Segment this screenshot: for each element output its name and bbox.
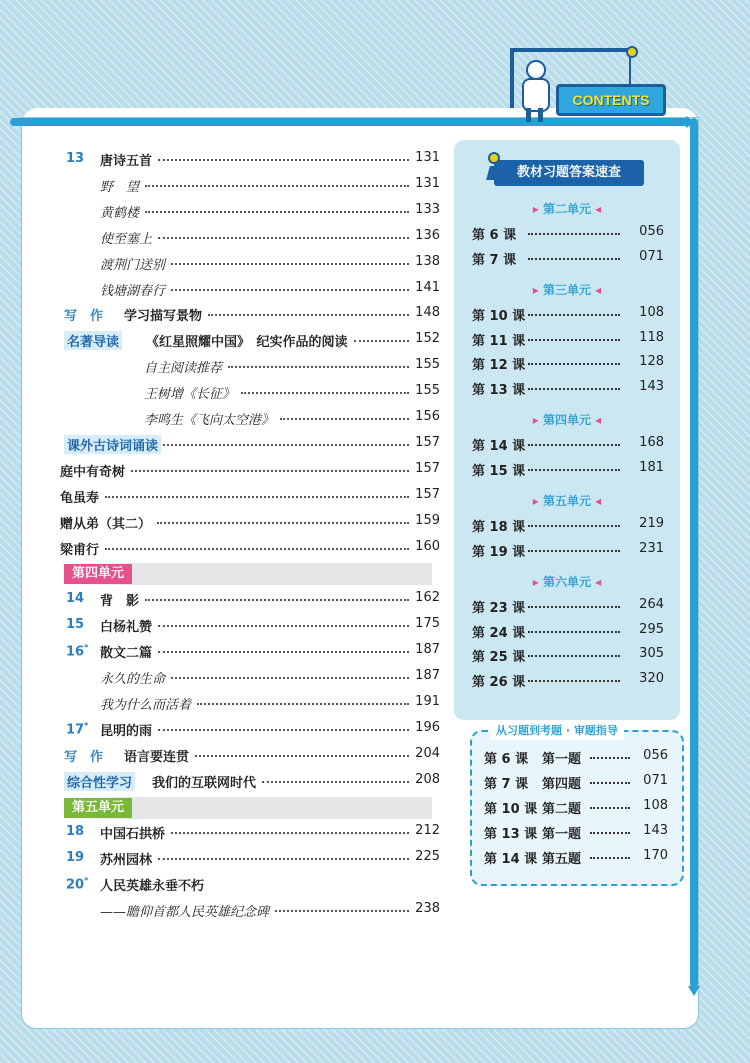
leader-dots: [158, 237, 409, 239]
guide-row[interactable]: [484, 746, 668, 768]
toc-title: 语言要连贯: [124, 746, 193, 765]
arrow-left-icon: ◂: [591, 283, 602, 297]
panel-title: 教材习题答案速查: [494, 160, 644, 186]
leader-dots: [241, 392, 409, 394]
question-label: 第一题: [542, 823, 584, 842]
answer-row[interactable]: [472, 620, 664, 642]
page-number: 157: [415, 435, 440, 450]
toc-row[interactable]: [60, 381, 440, 405]
page-number: 155: [415, 383, 440, 398]
toc-row[interactable]: [60, 821, 440, 845]
lesson-label: 第 6 课: [472, 224, 519, 243]
answer-row[interactable]: [472, 222, 664, 244]
arrow-right-icon: ▸: [532, 202, 543, 216]
page-number: 131: [415, 150, 440, 165]
page-number: 138: [415, 254, 440, 269]
toc-row[interactable]: [60, 847, 440, 871]
toc-title: 李鸣生《飞向太空港》: [144, 409, 278, 428]
lesson-number-value: 20: [66, 877, 85, 893]
page-number: 204: [415, 746, 440, 761]
answer-row[interactable]: [472, 433, 664, 455]
lesson-number: [66, 850, 84, 865]
leader-dots: [590, 807, 630, 809]
pencil-right-decoration: [690, 118, 698, 988]
leader-dots: [197, 703, 409, 705]
page-number: 208: [415, 772, 440, 787]
page-number: 264: [636, 597, 664, 612]
lesson-number: [66, 617, 84, 632]
lesson-number-value: 14: [66, 591, 85, 606]
arrow-right-icon: ▸: [532, 413, 543, 427]
lesson-label: 第 10 课: [472, 305, 528, 324]
toc-row[interactable]: [60, 148, 440, 172]
toc-title: ——瞻仰首都人民英雄纪念碑: [100, 901, 273, 920]
toc-row[interactable]: [60, 252, 440, 276]
unit-heading: [454, 281, 680, 299]
toc-row[interactable]: [60, 873, 440, 897]
lesson-number: [66, 643, 88, 659]
toc-row[interactable]: [60, 329, 440, 353]
toc-row[interactable]: [60, 692, 440, 716]
worker-icon: [516, 60, 552, 122]
leader-dots: [105, 548, 409, 550]
unit-heading-label: 第二单元: [542, 202, 591, 216]
page-number: 196: [415, 720, 440, 735]
lesson-label: 第 14 课: [472, 435, 528, 454]
arrow-left-icon: ◂: [591, 413, 602, 427]
page-number: 162: [415, 590, 440, 605]
leader-dots: [171, 832, 409, 834]
leader-dots: [145, 211, 409, 213]
leader-dots: [131, 470, 409, 472]
leader-dots: [354, 340, 409, 342]
toc-title: 学习描写景物: [124, 305, 206, 324]
toc-title: 背 影: [100, 590, 143, 609]
toc-title: 人民英雄永垂不朽: [100, 875, 208, 894]
page-number: 191: [415, 694, 440, 709]
unit-heading: [454, 200, 680, 218]
leader-dots: [528, 233, 620, 235]
lesson-number-value: 17: [66, 722, 85, 738]
toc-title: 野 望: [100, 176, 143, 195]
guide-row[interactable]: [484, 771, 668, 793]
toc-title: 自主阅读推荐: [144, 357, 226, 376]
leader-dots: [528, 314, 620, 316]
leader-dots: [158, 729, 409, 731]
toc-title: 赠从弟（其二）: [60, 513, 155, 532]
answer-row[interactable]: [472, 644, 664, 666]
toc-title: 中国石拱桥: [100, 823, 169, 842]
lesson-label: 第 26 课: [472, 671, 528, 690]
unit-heading-label: 第五单元: [542, 494, 591, 508]
unit-heading: [454, 573, 680, 591]
page-number: 157: [415, 461, 440, 476]
toc-title: 我为什么而活着: [100, 694, 195, 713]
question-label: 第二题: [542, 798, 584, 817]
toc-title: 苏州园林: [100, 849, 156, 868]
page-number: 118: [636, 330, 664, 345]
leader-dots: [528, 469, 620, 471]
page-number: 212: [415, 823, 440, 838]
leader-dots: [528, 388, 620, 390]
rope: [629, 56, 631, 84]
leader-dots: [158, 159, 409, 161]
toc-title: 渡荆门送别: [100, 254, 169, 273]
leader-dots: [275, 910, 409, 912]
page-number: 141: [415, 280, 440, 295]
arrow-right-icon: ▸: [532, 283, 543, 297]
section-tag: 名著导读: [64, 331, 122, 350]
leader-dots: [228, 366, 409, 368]
toc-title: 《红星照耀中国》 纪实作品的阅读: [146, 331, 352, 350]
page-number: 131: [415, 176, 440, 191]
page-number: 056: [636, 224, 664, 239]
page-number: 071: [643, 773, 668, 788]
leader-dots: [195, 755, 409, 757]
lesson-label: 第 7 课: [472, 249, 519, 268]
answer-row[interactable]: [472, 247, 664, 269]
page-number: 108: [643, 798, 668, 813]
toc-title: 使至塞上: [100, 228, 156, 247]
leader-dots: [171, 289, 409, 291]
leader-dots: [171, 677, 409, 679]
toc-row[interactable]: [60, 588, 440, 612]
lesson-label: 第 11 课: [472, 330, 528, 349]
question-label: 第一题: [542, 748, 584, 767]
page-number: 320: [636, 671, 664, 686]
page-number: 152: [415, 331, 440, 346]
answer-lookup-panel: [454, 140, 680, 720]
arrow-left-icon: ◂: [591, 202, 602, 216]
lesson-label: 第 13 课: [484, 827, 538, 842]
toc-row[interactable]: [60, 226, 440, 250]
lesson-number-value: 15: [66, 617, 85, 632]
toc-row[interactable]: [60, 278, 440, 302]
leader-dots: [528, 444, 620, 446]
arrow-right-icon: ▸: [532, 494, 543, 508]
toc-title: 唐诗五首: [100, 150, 156, 169]
leader-dots: [163, 444, 409, 446]
page-number: 157: [415, 487, 440, 502]
page-number: 168: [636, 435, 664, 450]
leader-dots: [105, 496, 409, 498]
toc-row[interactable]: [60, 459, 440, 483]
toc-title: 钱塘湖春行: [100, 280, 169, 299]
answer-row[interactable]: [472, 328, 664, 350]
leader-dots: [590, 757, 630, 759]
exam-guide-panel: [470, 724, 684, 886]
guide-row[interactable]: [484, 821, 668, 843]
contents-badge: CONTENTS: [556, 84, 666, 116]
leader-dots: [528, 680, 620, 682]
answer-row[interactable]: [472, 303, 664, 325]
page-number: 187: [415, 642, 440, 657]
lesson-number-value: 19: [66, 850, 85, 865]
lesson-label: 第 15 课: [472, 460, 528, 479]
lesson-number: [66, 721, 88, 737]
unit-header: [60, 797, 432, 819]
lesson-number-value: 16: [66, 644, 85, 660]
leader-dots: [145, 185, 409, 187]
leader-dots: [158, 625, 409, 627]
page-number: 155: [415, 357, 440, 372]
section-tag: 写 作: [64, 309, 104, 324]
leader-dots: [145, 599, 409, 601]
unit-heading-label: 第四单元: [542, 413, 591, 427]
page-number: 295: [636, 622, 664, 637]
leader-dots: [528, 631, 620, 633]
page-number: 128: [636, 354, 664, 369]
lesson-number: [66, 591, 84, 606]
lesson-label: 第 18 课: [472, 516, 528, 535]
toc-row[interactable]: [60, 174, 440, 198]
toc-row[interactable]: [60, 355, 440, 379]
optional-star: *: [84, 721, 89, 730]
unit-heading-label: 第六单元: [542, 575, 591, 589]
lesson-label: 第 13 课: [472, 379, 528, 398]
answer-row[interactable]: [472, 514, 664, 536]
toc-title: 梁甫行: [60, 539, 103, 558]
optional-star: *: [84, 643, 89, 652]
section-tag: 课外古诗词诵读: [64, 435, 161, 454]
page-number: 108: [636, 305, 664, 320]
lesson-label: 第 12 课: [472, 354, 528, 373]
unit-heading-label: 第三单元: [542, 283, 591, 297]
optional-star: *: [84, 876, 89, 885]
lesson-label: 第 14 课: [484, 852, 538, 867]
toc-row[interactable]: [60, 666, 440, 690]
leader-dots: [158, 651, 409, 653]
panel2-title: 从习题到考题 · 审题指导: [490, 722, 624, 740]
toc-row[interactable]: [60, 407, 440, 431]
guide-row[interactable]: [484, 846, 668, 868]
toc-title: 白杨礼赞: [100, 616, 156, 635]
question-label: 第四题: [542, 773, 584, 792]
answer-row[interactable]: [472, 539, 664, 561]
toc-row[interactable]: [60, 433, 440, 457]
leader-dots: [157, 522, 409, 524]
leader-dots: [528, 655, 620, 657]
page-number: 175: [415, 616, 440, 631]
leader-dots: [528, 525, 620, 527]
crane-icon: [510, 48, 630, 52]
page-number: 187: [415, 668, 440, 683]
crane-pole: [510, 48, 514, 108]
leader-dots: [171, 263, 409, 265]
lesson-number: [66, 824, 84, 839]
arrow-right-icon: ▸: [532, 575, 543, 589]
leader-dots: [280, 418, 409, 420]
unit-header: [60, 563, 432, 585]
page-number: 181: [636, 460, 664, 475]
page-number: 143: [643, 823, 668, 838]
page-number: 219: [636, 516, 664, 531]
unit-heading: [454, 411, 680, 429]
page-number: 071: [636, 249, 664, 264]
unit-heading: [454, 492, 680, 510]
toc-row[interactable]: [60, 485, 440, 509]
toc-title: 永久的生命: [100, 668, 169, 687]
toc-row[interactable]: [60, 511, 440, 535]
lesson-label: 第 24 课: [472, 622, 528, 641]
leader-dots: [158, 858, 409, 860]
leader-dots: [528, 606, 620, 608]
section-tag: 综合性学习: [64, 772, 135, 791]
page-number: 170: [643, 848, 668, 863]
toc-row[interactable]: [60, 718, 440, 742]
page-number: 143: [636, 379, 664, 394]
guide-row[interactable]: [484, 796, 668, 818]
page-number: 056: [643, 748, 668, 763]
lesson-number-value: 18: [66, 824, 85, 839]
leader-dots: [262, 781, 409, 783]
page-number: 136: [415, 228, 440, 243]
page-number: 305: [636, 646, 664, 661]
toc-title: 庭中有奇树: [60, 461, 129, 480]
toc-title: 我们的互联网时代: [152, 772, 260, 791]
leader-dots: [590, 782, 630, 784]
pin-icon: [488, 152, 500, 164]
page-number: 133: [415, 202, 440, 217]
page-number: 231: [636, 541, 664, 556]
toc-title: 龟虽寿: [60, 487, 103, 506]
lesson-label: 第 19 课: [472, 541, 528, 560]
lesson-label: 第 7 课: [484, 777, 529, 792]
page-number: 225: [415, 849, 440, 864]
toc-row[interactable]: [60, 303, 440, 327]
leader-dots: [590, 832, 630, 834]
toc-row[interactable]: [60, 744, 440, 768]
answer-row[interactable]: [472, 595, 664, 617]
lesson-label: 第 25 课: [472, 646, 528, 665]
toc-title: 昆明的雨: [100, 720, 156, 739]
toc-title: 散文二篇: [100, 642, 156, 661]
leader-dots: [208, 314, 409, 316]
page-number: 159: [415, 513, 440, 528]
pencil-tip-icon: [688, 986, 700, 996]
lesson-label: 第 23 课: [472, 597, 528, 616]
page-number: 148: [415, 305, 440, 320]
toc-row[interactable]: [60, 614, 440, 638]
toc-title: 王树增《长征》: [144, 383, 239, 402]
lesson-number-value: 13: [66, 151, 85, 166]
arrow-left-icon: ◂: [591, 494, 602, 508]
toc-row[interactable]: [60, 899, 440, 923]
leader-dots: [528, 550, 620, 552]
answer-row[interactable]: [472, 669, 664, 691]
leader-dots: [528, 363, 620, 365]
section-tag: 写 作: [64, 750, 104, 765]
answer-row[interactable]: [472, 377, 664, 399]
page-number: 238: [415, 901, 440, 916]
answer-row[interactable]: [472, 458, 664, 480]
arrow-left-icon: ◂: [591, 575, 602, 589]
page-number: 156: [415, 409, 440, 424]
pencil-top-decoration: [10, 118, 690, 126]
question-label: 第五题: [542, 848, 584, 867]
leader-dots: [528, 339, 620, 341]
leader-dots: [590, 857, 630, 859]
lesson-number: [66, 876, 88, 892]
answer-row[interactable]: [472, 352, 664, 374]
hook-icon: [626, 46, 638, 58]
toc-title: 黄鹤楼: [100, 202, 143, 221]
unit-label: 第四单元: [64, 564, 132, 584]
toc-row[interactable]: [60, 200, 440, 224]
unit-label: 第五单元: [64, 798, 132, 818]
lesson-number: [66, 151, 84, 166]
leader-dots: [528, 258, 620, 260]
page-number: 160: [415, 539, 440, 554]
toc-row[interactable]: [60, 537, 440, 561]
lesson-label: 第 10 课: [484, 802, 538, 817]
toc-row[interactable]: [60, 770, 440, 794]
lesson-label: 第 6 课: [484, 752, 529, 767]
toc-row[interactable]: [60, 640, 440, 664]
